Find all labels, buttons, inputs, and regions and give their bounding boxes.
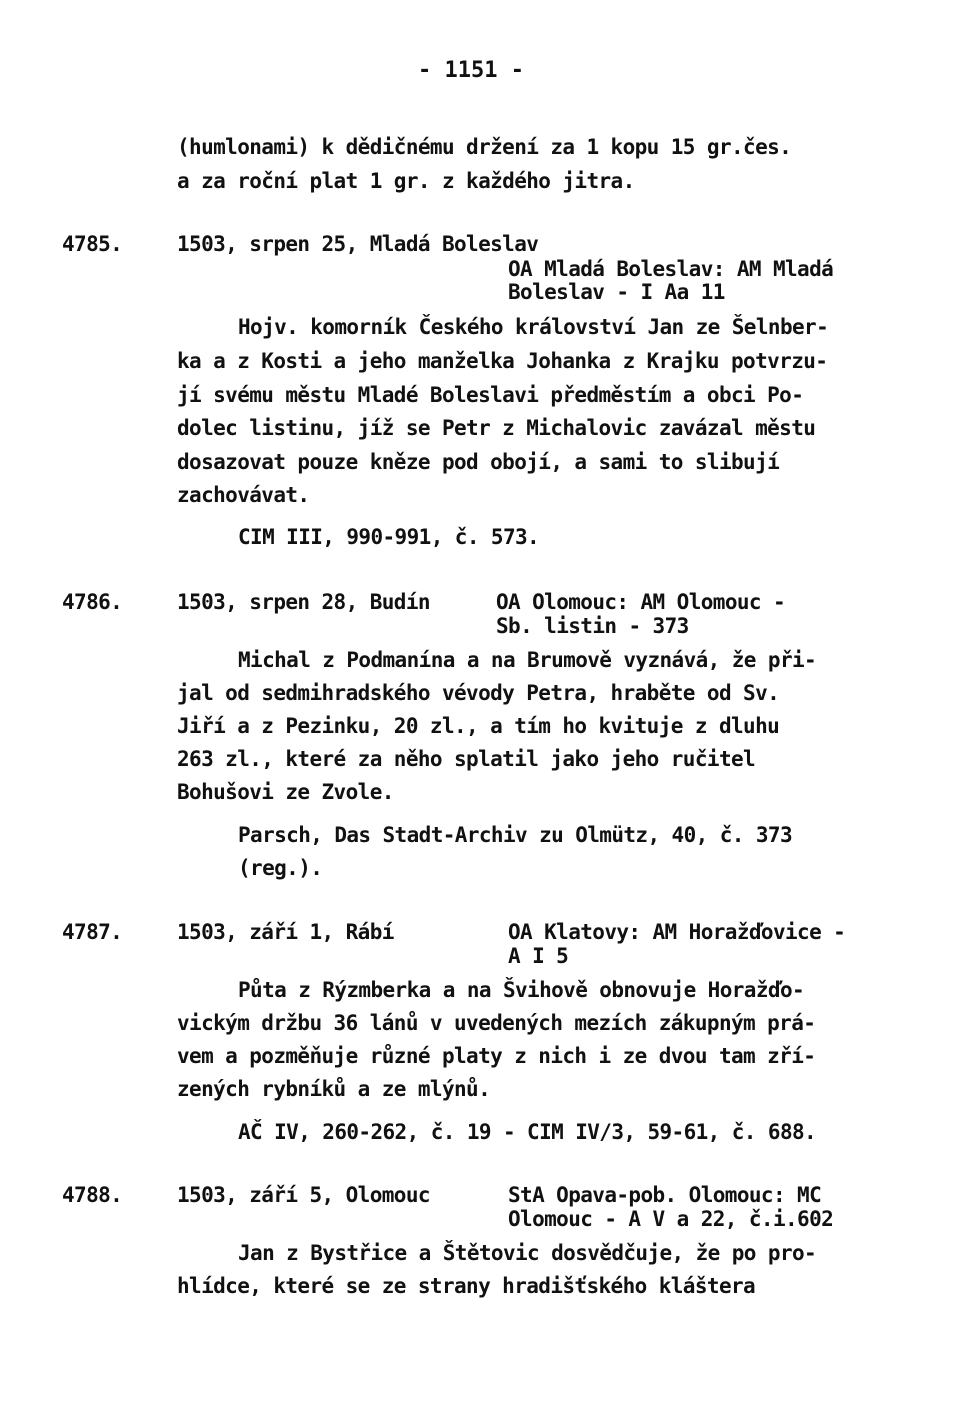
entry-body-line: Půta z Rýzmberka a na Švihově obnovuje Horažďo- <box>238 978 805 1002</box>
entry-body-line: dosazovat pouze kněze pod obojí, a sami to slibují <box>177 450 780 474</box>
intro-line: a za roční plat 1 gr. z každého jitra. <box>177 169 635 193</box>
entry-citation: AČ IV, 260-262, č. 19 - CIM IV/3, 59-61, č. 688. <box>238 1120 817 1144</box>
entry-body-line: jal od sedmihradského vévody Petra, hraběte od Sv. <box>177 681 780 705</box>
entry-archive-line: Sb. listin - 373 <box>496 614 689 638</box>
entry-body-line: Jiří a z Pezinku, 20 zl., a tím ho kvituje z dluhu <box>177 714 780 738</box>
entry-body-line: jí svému městu Mladé Boleslavi předměstím a obci Po- <box>177 383 804 407</box>
entry-archive-line: A I 5 <box>508 944 569 968</box>
entry-heading: 1503, září 1, Rábí <box>177 920 394 944</box>
entry-body-line: ka a z Kosti a jeho manželka Johanka z Krajku potvrzu- <box>177 349 828 373</box>
entry-body-line: 263 zl., které za něho splatil jako jeho ručitel <box>177 747 756 771</box>
entry-body-line: vickým držbu 36 lánů v uvedených mezích zákupným prá- <box>177 1011 816 1035</box>
entry-number: 4785. <box>62 232 123 256</box>
entry-heading: 1503, září 5, Olomouc <box>177 1183 430 1207</box>
entry-archive-line: OA Olomouc: AM Olomouc - <box>496 590 786 614</box>
entry-number: 4786. <box>62 590 123 614</box>
entry-citation: CIM III, 990-991, č. 573. <box>238 525 540 549</box>
entry-body-line: vem a pozměňuje různé platy z nich i ze dvou tam zří- <box>177 1044 816 1068</box>
entry-body-line: Michal z Podmanína a na Brumově vyznává, že při- <box>238 648 817 672</box>
entry-heading: 1503, srpen 25, Mladá Boleslav <box>177 232 539 256</box>
entry-archive-line: OA Klatovy: AM Horažďovice - <box>508 920 846 944</box>
entry-body-line: Jan z Bystřice a Štětovic dosvědčuje, že po pro- <box>238 1241 817 1265</box>
entry-body-line: dolec listinu, jíž se Petr z Michalovic zavázal městu <box>177 416 816 440</box>
entry-body-line: zachovávat. <box>177 483 310 507</box>
intro-line: (humlonami) k dědičnému držení za 1 kopu 15 gr.čes. <box>177 135 792 159</box>
entry-body-line: zených rybníků a ze mlýnů. <box>177 1077 491 1101</box>
entry-archive-line: StA Opava-pob. Olomouc: MC <box>508 1183 822 1207</box>
entry-archive-line: Olomouc - A V a 22, č.i.602 <box>508 1207 834 1231</box>
entry-archive-line: Boleslav - I Aa 11 <box>508 280 725 304</box>
entry-number: 4787. <box>62 920 123 944</box>
entry-heading: 1503, srpen 28, Budín <box>177 590 430 614</box>
entry-body-line: hlídce, které se ze strany hradišťského kláštera <box>177 1274 756 1298</box>
page-number: - 1151 - <box>418 58 524 83</box>
entry-number: 4788. <box>62 1183 123 1207</box>
entry-citation: (reg.). <box>238 856 323 880</box>
entry-archive-line: OA Mladá Boleslav: AM Mladá <box>508 257 834 281</box>
entry-body-line: Bohušovi ze Zvole. <box>177 780 394 804</box>
entry-body-line: Hojv. komorník Českého království Jan ze Šelnber- <box>238 315 829 339</box>
entry-citation: Parsch, Das Stadt-Archiv zu Olmütz, 40, č. 373 <box>238 823 792 847</box>
